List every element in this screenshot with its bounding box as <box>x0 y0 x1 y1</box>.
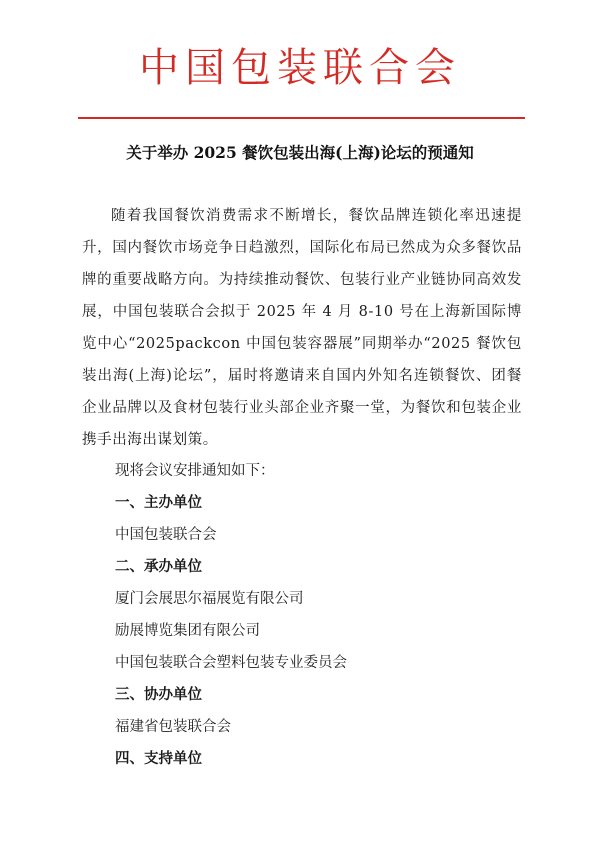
co-organizer-item: 福建省包装联合会 <box>115 719 231 735</box>
letterhead-org-name: 中国包装联合会 <box>139 45 461 91</box>
letterhead-divider <box>78 117 525 119</box>
notice-line: 现将会议安排通知如下： <box>115 463 275 479</box>
document-title: 关于举办 2025 餐饮包装出海(上海)论坛的预通知 <box>126 143 474 162</box>
section-heading-organizer: 一、主办单位 <box>115 495 202 511</box>
section-heading-undertaker: 二、承办单位 <box>115 559 202 575</box>
undertaker-item: 中国包装联合会塑料包装专业委员会 <box>115 655 347 671</box>
intro-paragraph: 随着我国餐饮消费需求不断增长，餐饮品牌连锁化率迅速提升，国内餐饮市场竞争日趋激烈，国际化布局已然成为众多餐饮品牌的重要战略方向。为持续推动餐饮、包装行业产业链协同高效发展，中国包装联合会拟于 2025 年 4 月 8-10 号在上海新国际博览中心“2025packcon 中国包装容器展”同期举办“2025 餐饮包装出海(上海)论坛”，届时将邀请来自国内外知名连锁餐饮、团餐企业品牌以及食材包装行业头部企业齐聚一堂，为餐饮和包装企业携手出海出谋划策。 <box>82 208 522 448</box>
undertaker-item: 厦门会展思尔福展览有限公司 <box>115 591 304 607</box>
organizer-item: 中国包装联合会 <box>115 527 217 543</box>
section-heading-supporter: 四、支持单位 <box>115 751 202 767</box>
section-heading-co-organizer: 三、协办单位 <box>115 687 202 703</box>
undertaker-item: 励展博览集团有限公司 <box>115 623 260 639</box>
